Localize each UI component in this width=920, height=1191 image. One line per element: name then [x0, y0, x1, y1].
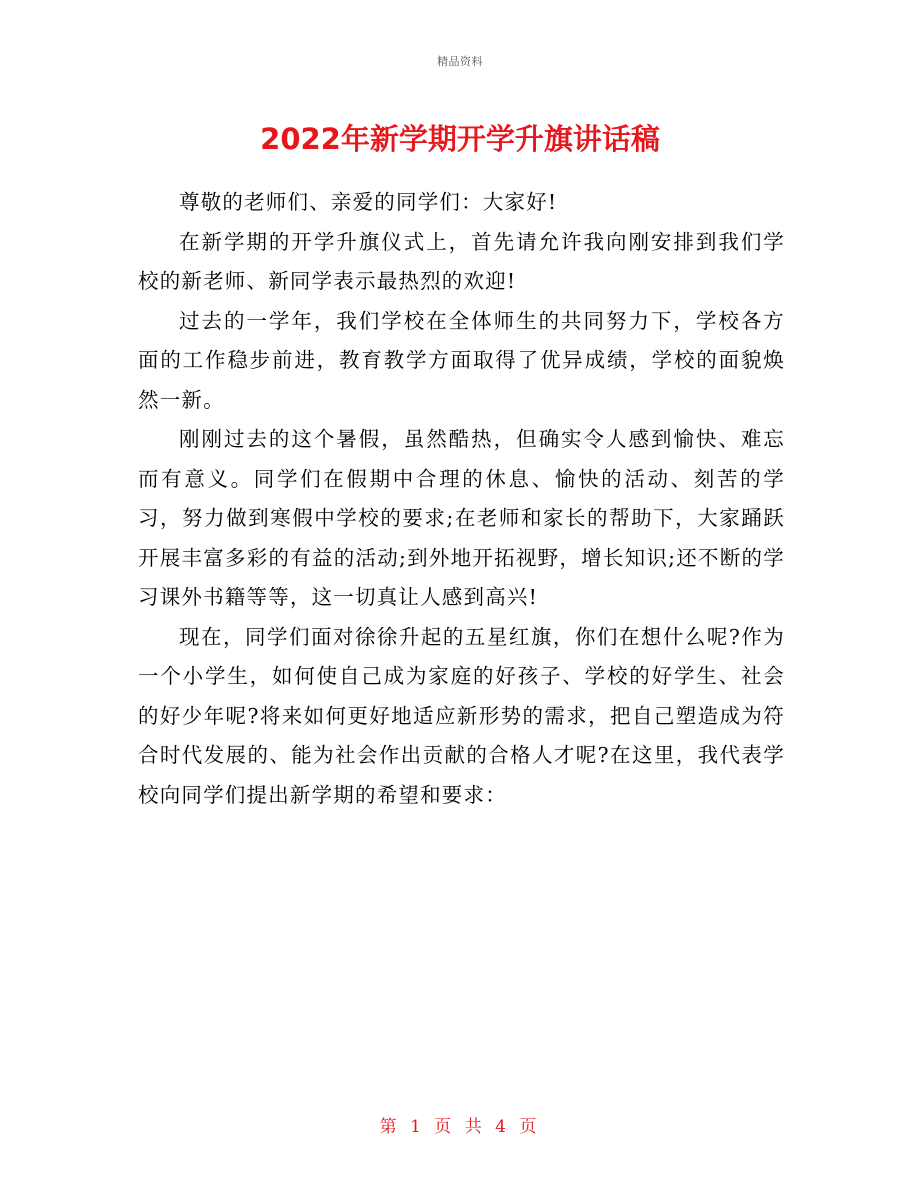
document-body: [138, 183, 785, 815]
document-title: 2022年新学期开学升旗讲话稿: [260, 122, 660, 156]
paragraph-welcome: 在新学期的开学升旗仪式上，首先请允许我向刚安排到我们学校的新老师、新同学表示最热烈的欢迎!: [138, 229, 785, 293]
paragraph-expectations: 现在，同学们面对徐徐升起的五星红旗，你们在想什么呢?作为一个小学生，如何使自己成为家庭的好孩子、学校的好学生、社会的好少年呢?将来如何更好地适应新形势的需求，把自己塑造成为符合时代发展的、能为社会作出贡献的合格人才呢?在这里，我代表学校向同学们提出新学期的希望和要求：: [138, 624, 785, 807]
page-footer: 第 1 页 共 4 页: [379, 1117, 541, 1137]
page-header: 精品资料: [437, 55, 483, 68]
paragraph-greeting: 尊敬的老师们、亲爱的同学们：大家好!: [179, 190, 558, 214]
paragraph-past-year: 过去的一学年，我们学校在全体师生的共同努力下，学校各方面的工作稳步前进，教育教学方面取得了优异成绩，学校的面貌焕然一新。: [138, 308, 785, 412]
paragraph-summer: 刚刚过去的这个暑假，虽然酷热，但确实令人感到愉快、难忘而有意义。同学们在假期中合理的休息、愉快的活动、刻苦的学习，努力做到寒假中学校的要求;在老师和家长的帮助下，大家踊跃开展丰富多彩的有益的活动;到外地开拓视野，增长知识;还不断的学习课外书籍等等，这一切真让人感到高兴!: [138, 427, 785, 609]
